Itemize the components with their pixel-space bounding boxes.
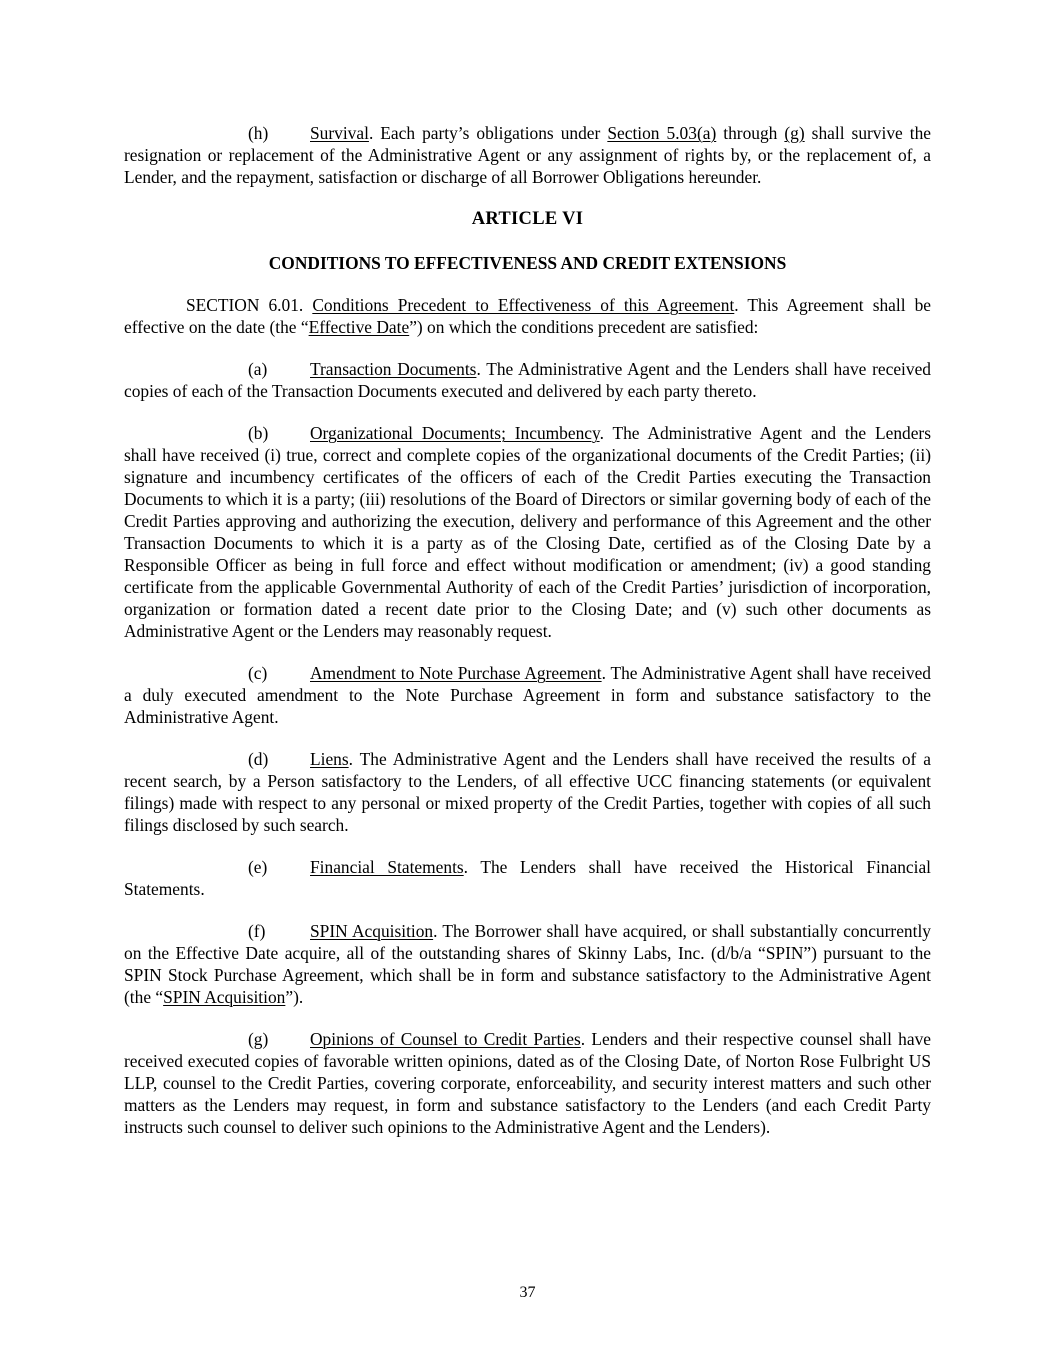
clause-text: ”). [285,987,304,1007]
defined-term: Effective Date [308,317,410,337]
section-number: SECTION 6.01. [186,295,313,315]
section-text: . This Agreement shall be effective on the date (the “ [124,295,931,337]
section-reference: (g) [784,123,805,143]
clause-heading: Survival [310,123,369,143]
clause-label: (h) [248,123,269,143]
clause-text: . The Administrative Agent shall have received a duly executed amendment to the Note Purchase Agreement in form and substance satisfactory to the Administrative Agent. [124,663,931,727]
condition-e [124,856,931,900]
clause-text: . The Administrative Agent and the Lenders shall have received the results of a recent search, by a Person satisfactory to the Lenders, of all effective UCC financing statements (or equivalent filings) made with respect to any personal or mixed property of the Credit Parties, together with copies of all such filings disclosed by such search. [124,749,931,835]
clause-label: (a) [248,359,268,379]
clause-label: (b) [248,423,269,443]
clause-label: (g) [248,1029,269,1049]
section-heading: Conditions Precedent to Effectiveness of this Agreement [312,295,735,315]
clause-text: through [716,123,785,143]
page-number: 37 [519,1284,536,1301]
clause-label: (f) [248,921,266,941]
condition-g [124,1028,931,1138]
condition-c [124,662,931,728]
section-6-01 [124,294,931,338]
article-title: ARTICLE VI [471,209,584,229]
condition-f [124,920,931,1008]
clause-text: . Each party’s obligations under [368,123,608,143]
clause-text: . The Lenders shall have received the Historical Financial Statements. [124,857,931,899]
clause-heading: Transaction Documents [310,359,477,379]
clause-text: . Lenders and their respective counsel shall have received executed copies of favorable written opinions, dated as of the Closing Date, of Norton Rose Fulbright US LLP, counsel to the Credit Parties, covering corporate, enforceability, and security interest matters and such other matters as the Lenders may request, in form and substance satisfactory to the Lenders (and each Credit Party instructs such counsel to deliver such opinions to the Administrative Agent and the Lenders). [124,1029,931,1137]
clause-heading: Amendment to Note Purchase Agreement [310,663,602,683]
clause-text: . The Borrower shall have acquired, or shall substantially concurrently on the Effective Date acquire, all of the outstanding shares of Skinny Labs, Inc. (d/b/a “SPIN”) pursuant to the SPIN Stock Purchase Agreement, which shall be in form and substance satisfactory to the Administrative Agent (the “ [124,921,931,1007]
section-text: ”) on which the conditions precedent are satisfied: [409,317,759,337]
condition-d [124,748,931,836]
article-subtitle: CONDITIONS TO EFFECTIVENESS AND CREDIT EXTENSIONS [268,253,787,273]
clause-label: (d) [248,749,269,769]
section-reference: Section 5.03(a) [607,123,717,143]
clause-heading: SPIN Acquisition [310,921,434,941]
clause-heading: Liens [310,749,349,769]
document-page [124,122,931,1158]
clause-label: (c) [248,663,268,683]
clause-h-survival [124,122,931,188]
clause-heading: Organizational Documents; Incumbency [310,423,600,443]
clause-heading: Financial Statements [310,857,464,877]
clause-label: (e) [248,857,268,877]
condition-b [124,422,931,642]
clause-heading: Opinions of Counsel to Credit Parties [310,1029,581,1049]
clause-text: shall survive the resignation or replacement of the Administrative Agent or any assignment of rights by, or the replacement of, a Lender, and the repayment, satisfaction or discharge of all Borrower Obligations hereunder. [124,123,931,187]
condition-a [124,358,931,402]
clause-text: . The Administrative Agent and the Lenders shall have received (i) true, correct and complete copies of the organizational documents of the Credit Parties; (ii) signature and incumbency certificates of the officers of each of the Credit Parties executing the Transaction Documents to which it is a party; (iii) resolutions of the Board of Directors or similar governing body of each of the Credit Parties approving and authorizing the execution, delivery and performance of this Agreement and the other Transaction Documents to which it is a party as of the Closing Date, certified as of the Closing Date by a Responsible Officer as being in full force and effect without modification or amendment; (iv) a good standing certificate from the applicable Governmental Authority of each of the Credit Parties’ jurisdiction of incorporation, organization or formation dated a recent date prior to the Closing Date; and (v) such other documents as Administrative Agent or the Lenders may reasonably request. [124,423,931,641]
clause-text: . The Administrative Agent and the Lenders shall have received copies of each of the Transaction Documents executed and delivered by each party thereto. [124,359,931,401]
defined-term: SPIN Acquisition [163,987,286,1007]
